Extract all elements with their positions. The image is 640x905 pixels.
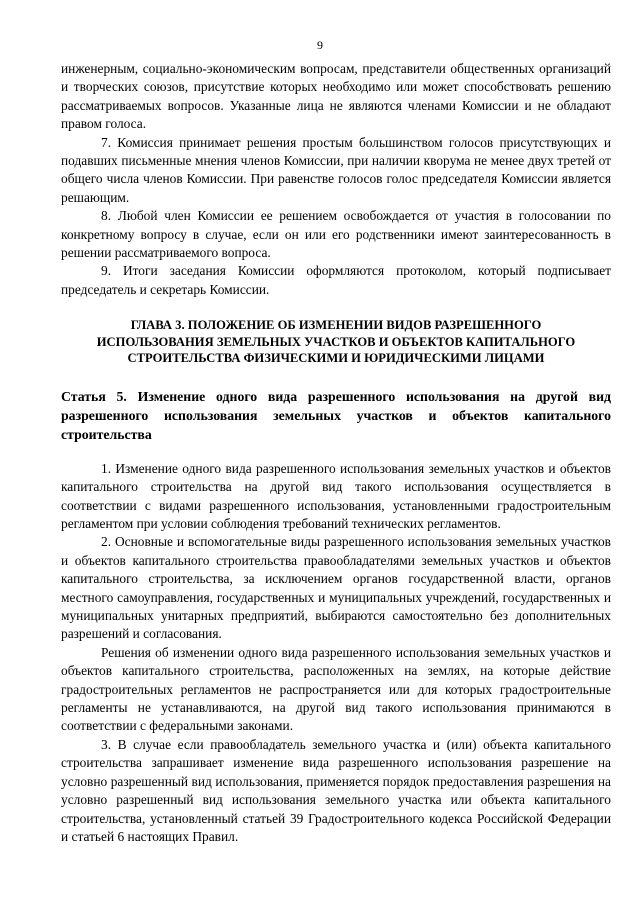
- article-heading: Статья 5. Изменение одного вида разрешенного использования на другой вид разрешенного использования земельных участков и объектов капитального строительства: [61, 388, 611, 442]
- paragraph-item-7: 7. Комиссия принимает решения простым большинством голосов присутствующих и подавших письменные мнения членов Комиссии, при наличии кворума не менее двух третей от общего числа членов Комиссии. При равенстве голосов голос председателя Комиссии является решающим.: [61, 134, 611, 205]
- paragraph-continuation: инженерным, социально-экономическим вопросам, представители общественных организаций и творческих союзов, присутствие которых необходимо или может способствовать решению рассматриваемых вопросов. Указанные лица не являются членами Комиссии и не обладают правом голоса.: [61, 61, 611, 132]
- article-paragraph-3: 3. В случае если правообладатель земельного участка и (или) объекта капитального строительства запрашивает изменение вида разрешенного использования разрешение на условно разрешенный вид использования, применяется порядок предоставления разрешения на условно разрешенный вид использования земельного участка или объекта капитального строительства, установленный статьей 39 Градостроительного кодекса Российской Федерации и статьей 6 настоящих Правил.: [61, 736, 611, 844]
- paragraph-item-8: 8. Любой член Комиссии ее решением освобождается от участия в голосовании по конкретному вопросу в случае, если он или его родственники имеют заинтересованность в решении рассматриваемого вопроса.: [61, 208, 611, 261]
- paragraph-item-9: 9. Итоги заседания Комиссии оформляются протоколом, который подписывает председатель и секретарь Комиссии.: [61, 263, 611, 297]
- document-body: [61, 60, 611, 846]
- article-paragraph-2: 2. Основные и вспомогательные виды разрешенного использования земельных участков и объектов капитального строительства правообладателями земельных участков и объектов капитального строительства, за исключением органов государственной власти, органов местного самоуправления, государственных и муниципальных учреждений, государственных и муниципальных унитарных предприятий, выбираются самостоятельно без дополнительных разрешений и согласования.: [61, 534, 611, 642]
- article-paragraph-1: 1. Изменение одного вида разрешенного использования земельных участков и объектов капитального строительства на другой вид такого использования осуществляется в соответствии с видами разрешенного использования, установленными градостроительным регламентом при условии соблюдения требований технических регламентов.: [61, 460, 611, 531]
- article-paragraph-decisions: Решения об изменении одного вида разрешенного использования земельных участков и объектов капитального строительства, расположенных на землях, на которые действие градостроительных регламентов не распространяется или для которых градостроительные регламенты не устанавливаются, на другой вид такого использования принимаются в соответствии с федеральными законами.: [61, 644, 611, 734]
- chapter-heading: ГЛАВА 3. ПОЛОЖЕНИЕ ОБ ИЗМЕНЕНИИ ВИДОВ РАЗРЕШЕННОГО ИСПОЛЬЗОВАНИЯ ЗЕМЕЛЬНЫХ УЧАСТКОВ И ОБЪЕКТОВ КАПИТАЛЬНОГО СТРОИТЕЛЬСТВА ФИЗИЧЕСКИМИ И ЮРИДИЧЕСКИМИ ЛИЦАМИ: [96, 318, 576, 366]
- page-number: 9: [317, 38, 323, 52]
